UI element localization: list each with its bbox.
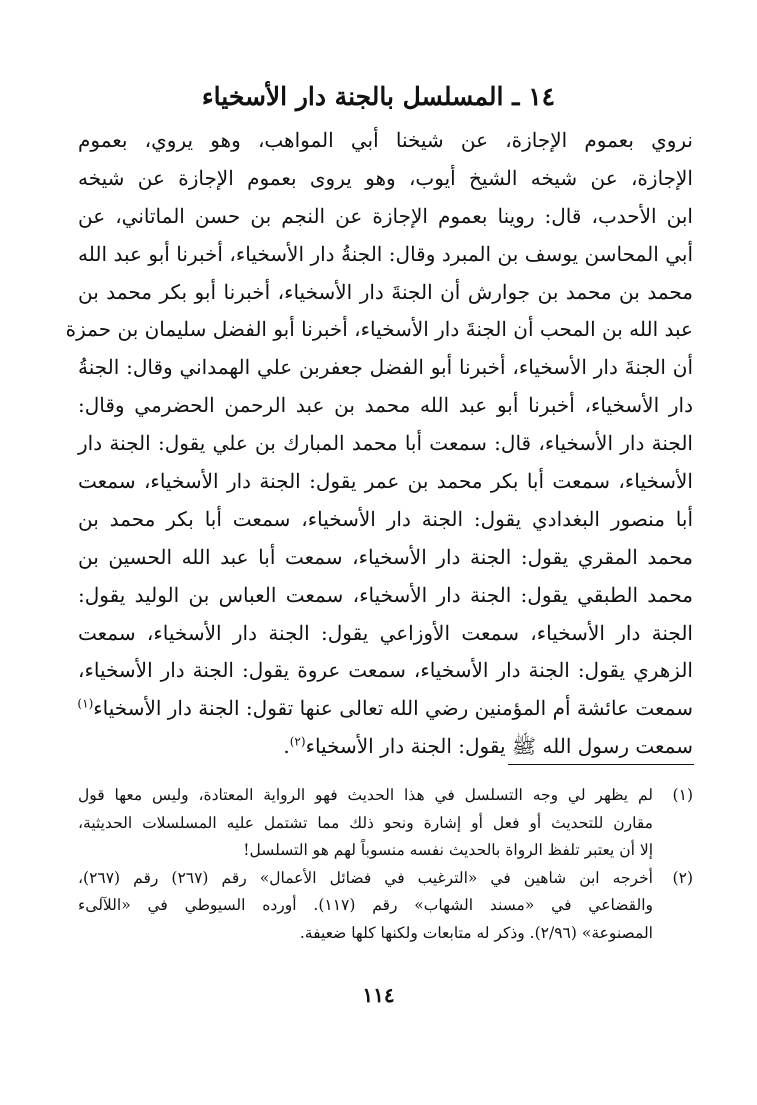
footnote-number: (٢) [672,868,693,887]
footnote-1 [78,782,693,865]
text-line: الإجازة، عن شيخه الشيخ أيوب، وهو يروى بعموم الإجازة عن شيخه [78,165,693,190]
text-line: محمد المقري يقول: الجنة دار الأسخياء، سمعت أبا عبد الله الحسين بن [78,544,693,569]
text-line: محمد الطبقي يقول: الجنة دار الأسخياء، سمعت العباس بن الوليد يقول: [78,582,693,607]
text-line: الأسخياء، سمعت أبا بكر محمد بن عمر يقول: الجنة دار الأسخياء، سمعت [78,469,693,494]
text-line: الزهري يقول: الجنة دار الأسخياء، سمعت عروة يقول: الجنة دار الأسخياء، [78,658,693,683]
footnote-line: لم يظهر لي وجه التسلسل في هذا الحديث فهو الرواية المعتادة، وليس معها قول [78,786,653,804]
text-line-content: سمعت رسول الله ﷺ يقول: الجنة دار الأسخياء [305,734,693,759]
footnote-line: مقارن للتحديث أو فعل أو إشارة ونحو ذلك مما تشتمل عليه المسلسلات الحديثية، [78,813,653,832]
footnote-line: المصنوعة» (٢/٩٦). وذكر له متابعات ولكنها كلها ضعيفة. [299,923,653,942]
text-line: الجنة دار الأسخياء، سمعت الأوزاعي يقول: الجنة دار الأسخياء، سمعت [78,620,693,645]
chapter-title: ١٤ ـ المسلسل بالجنة دار الأسخياء [201,82,556,111]
text-line: نروي بعموم الإجازة، عن شيخنا أبي المواهب، وهو يروي، بعموم [78,128,693,152]
text-line: أبي المحاسن يوسف بن المبرد وقال: الجنةُ دار الأسخياء، أخبرنا أبو عبد الله [78,241,693,266]
text-line: دار الأسخياء، أخبرنا أبو عبد الله محمد بن عبد الرحمن الحضرمي وقال: [78,393,693,418]
text-line: عبد الله بن المحب أن الجنةَ دار الأسخياء، أخبرنا أبو الفضل سليمان بن حمزة [65,317,693,342]
footnote-separator [508,764,694,765]
footnote-2 [78,865,693,948]
footnote-line: إلا أن يعتبر تلفظ الرواة بالحديث نفسه منسوباً لهم هو التسلسل! [243,841,653,859]
text-line: أبا منصور البغدادي يقول: الجنة دار الأسخياء، سمعت أبا بكر محمد بن [78,506,693,531]
main-text [65,122,693,766]
text-line [78,728,693,766]
footnote-line: والقضاعي في «مسند الشهاب» رقم (١١٧). أورده السيوطي في «اللآلىء [78,896,653,914]
footnote-number: (١) [672,786,693,804]
text-line: أن الجنةَ دار الأسخياء، أخبرنا أبو الفضل جعفربن علي الهمداني وقال: الجنةُ [78,355,693,380]
page-number: ١١٤ [362,983,395,1007]
text-line: ابن الأحدب، قال: روينا بعموم الإجازة عن النجم بن حسن الماتاني، عن [78,203,693,228]
text-line-content: سمعت عائشة أم المؤمنين رضي الله تعالى عنها تقول: الجنة دار الأسخياء [93,696,693,721]
text-line-end: . [283,734,290,759]
text-line [78,690,693,728]
footnotes [78,782,693,947]
text-line: الجنة دار الأسخياء، قال: سمعت أبا محمد المبارك بن علي يقول: الجنة دار [78,431,693,456]
footnote-line: أخرجه ابن شاهين في «الترغيب في فضائل الأعمال» رقم (٢٦٧) رقم (٢٦٧)، [78,868,653,887]
footnote-ref-2[interactable]: (٢) [289,734,306,749]
text-line: محمد بن محمد بن جوارش أن الجنةَ دار الأسخياء، أخبرنا أبو بكر محمد بن [78,279,693,304]
footnote-ref-1[interactable]: (١) [77,696,94,711]
